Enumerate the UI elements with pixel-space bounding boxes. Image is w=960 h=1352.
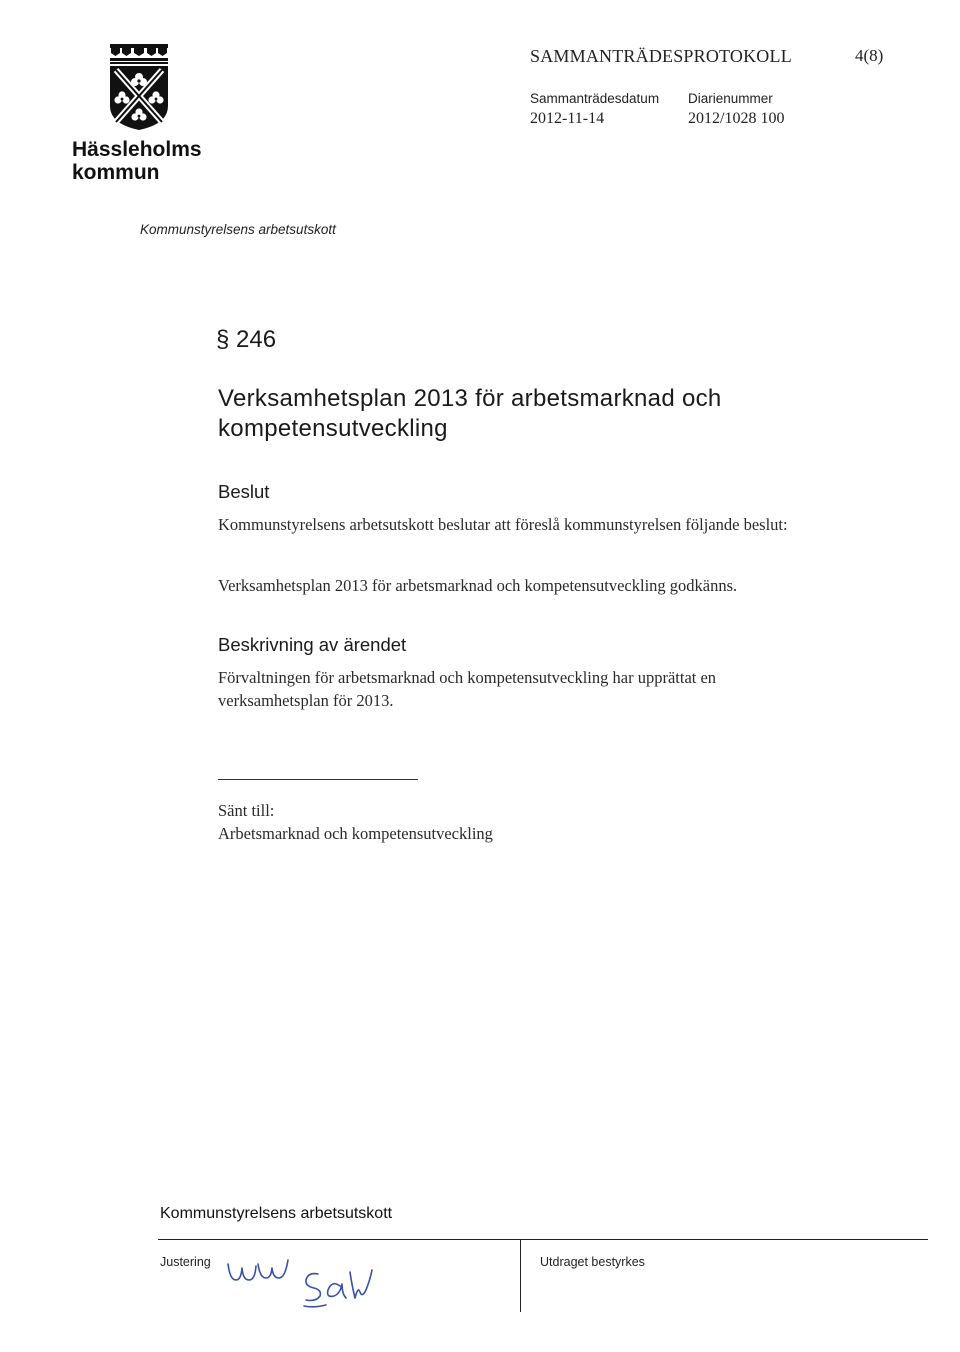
section-title: Verksamhetsplan 2013 för arbetsmarknad och kompetensutveckling: [218, 385, 722, 442]
document-type: SAMMANTRÄDESPROTOKOLL: [530, 46, 792, 66]
committee-name-header: Kommunstyrelsens arbetsutskott: [140, 222, 336, 237]
justering-label: Justering: [160, 1255, 211, 1269]
diary-number: 2012/1028 100: [688, 110, 785, 127]
description-heading: Beskrivning av ärendet: [218, 634, 407, 655]
sent-to-recipient: Arbetsmarknad och kompetensutveckling: [218, 824, 493, 843]
diary-number-label: Diarienummer: [688, 91, 773, 106]
section-number: § 246: [216, 326, 277, 353]
committee-name-footer: Kommunstyrelsens arbetsutskott: [160, 1205, 393, 1222]
utdraget-bestyrkes-label: Utdraget bestyrkes: [540, 1255, 645, 1269]
decision-text: Verksamhetsplan 2013 för arbetsmarknad och kompetensutveckling godkänns.: [218, 576, 738, 595]
organization-name: [72, 138, 202, 184]
meeting-date: 2012-11-14: [530, 110, 605, 127]
sent-to-label: Sänt till:: [218, 801, 275, 820]
description-text: Förvaltningen för arbetsmarknad och kompetensutveckling har upprättat en verksamhetsplan för 2013.: [218, 668, 717, 710]
footer-divider: [158, 1239, 928, 1240]
signature-initials: [222, 1250, 402, 1312]
page-number: 4(8): [855, 46, 884, 65]
decision-heading: Beslut: [218, 481, 270, 502]
decision-intro: Kommunstyrelsens arbetsutskott beslutar att föreslå kommunstyrelsen följande beslut:: [218, 515, 788, 534]
coat-of-arms-logo: [108, 44, 170, 130]
footer-column-divider: [520, 1240, 521, 1312]
organization-name-line2: kommun: [72, 161, 160, 184]
divider: [218, 779, 418, 780]
meeting-date-label: Sammanträdesdatum: [530, 91, 660, 106]
organization-name-line1: Hässleholms: [72, 138, 202, 161]
